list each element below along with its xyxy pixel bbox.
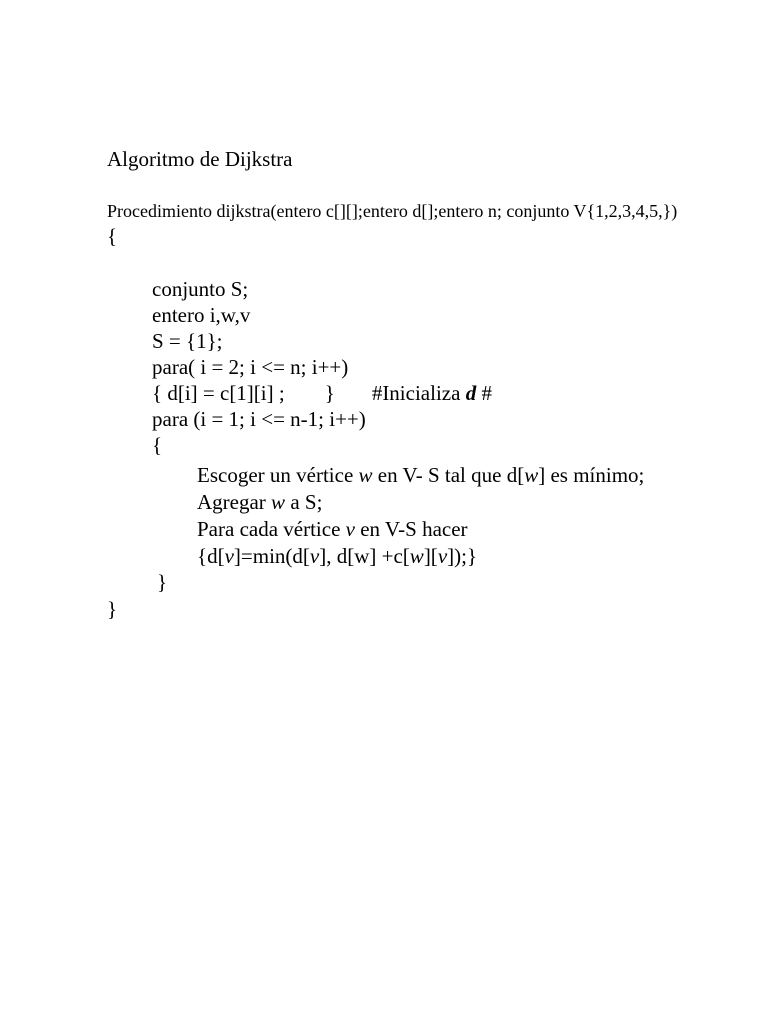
- update-text-3: ], d[w] +c[: [319, 544, 410, 568]
- initialize-close-brace: }: [324, 381, 335, 405]
- escoger-text-2: en V- S tal que d[: [377, 463, 525, 487]
- initialize-statement: { d[i] = c[1][i] ;: [152, 381, 285, 405]
- code-line-initialize: [152, 380, 492, 406]
- update-text-2: ]=min(d[: [233, 544, 310, 568]
- agregar-var-w: w: [271, 490, 286, 514]
- document-title: Algoritmo de Dijkstra: [107, 147, 293, 171]
- update-var-v-1: v: [224, 544, 234, 568]
- procedure-close-brace: }: [107, 597, 118, 621]
- inner-open-brace: {: [152, 433, 163, 457]
- update-var-v-2: v: [309, 544, 320, 568]
- code-line-entero: entero i,w,v: [152, 303, 251, 327]
- code-line-para-cada: [197, 516, 468, 542]
- update-var-v-3: v: [437, 544, 448, 568]
- code-line-s-init: S = {1};: [152, 329, 223, 353]
- update-text-1: {d[: [197, 544, 225, 568]
- para-cada-text-2: en V-S hacer: [360, 517, 468, 541]
- code-line-update: [197, 543, 477, 569]
- code-line-agregar: [197, 489, 322, 515]
- update-text-4: ][: [423, 544, 438, 568]
- inner-close-brace: }: [157, 570, 168, 594]
- para-cada-text-1: Para cada vértice: [197, 517, 341, 541]
- code-line-escoger: [197, 462, 644, 488]
- comment-suffix: #: [481, 381, 492, 405]
- procedure-header: Procedimiento dijkstra(entero c[][];entero d[];entero n; conjunto V{1,2,3,4,5,}): [107, 201, 678, 221]
- para-cada-var-v: v: [345, 517, 355, 541]
- escoger-var-w: w: [358, 463, 373, 487]
- comment-variable: d: [465, 381, 477, 405]
- code-line-para-main-loop: para (i = 1; i <= n-1; i++): [152, 407, 366, 431]
- escoger-var-w-2: w: [524, 463, 539, 487]
- escoger-text-1: Escoger un vértice: [197, 463, 354, 487]
- update-text-5: ]);}: [447, 544, 478, 568]
- escoger-text-3: ] es mínimo;: [538, 463, 645, 487]
- update-var-w: w: [409, 544, 424, 568]
- code-line-para-init-loop: para( i = 2; i <= n; i++): [152, 355, 349, 379]
- code-line-conjunto: conjunto S;: [152, 277, 249, 301]
- agregar-text-2: a S;: [290, 490, 323, 514]
- comment-prefix: #Inicializa: [371, 381, 461, 405]
- agregar-text-1: Agregar: [197, 490, 266, 514]
- procedure-open-brace: {: [107, 224, 118, 248]
